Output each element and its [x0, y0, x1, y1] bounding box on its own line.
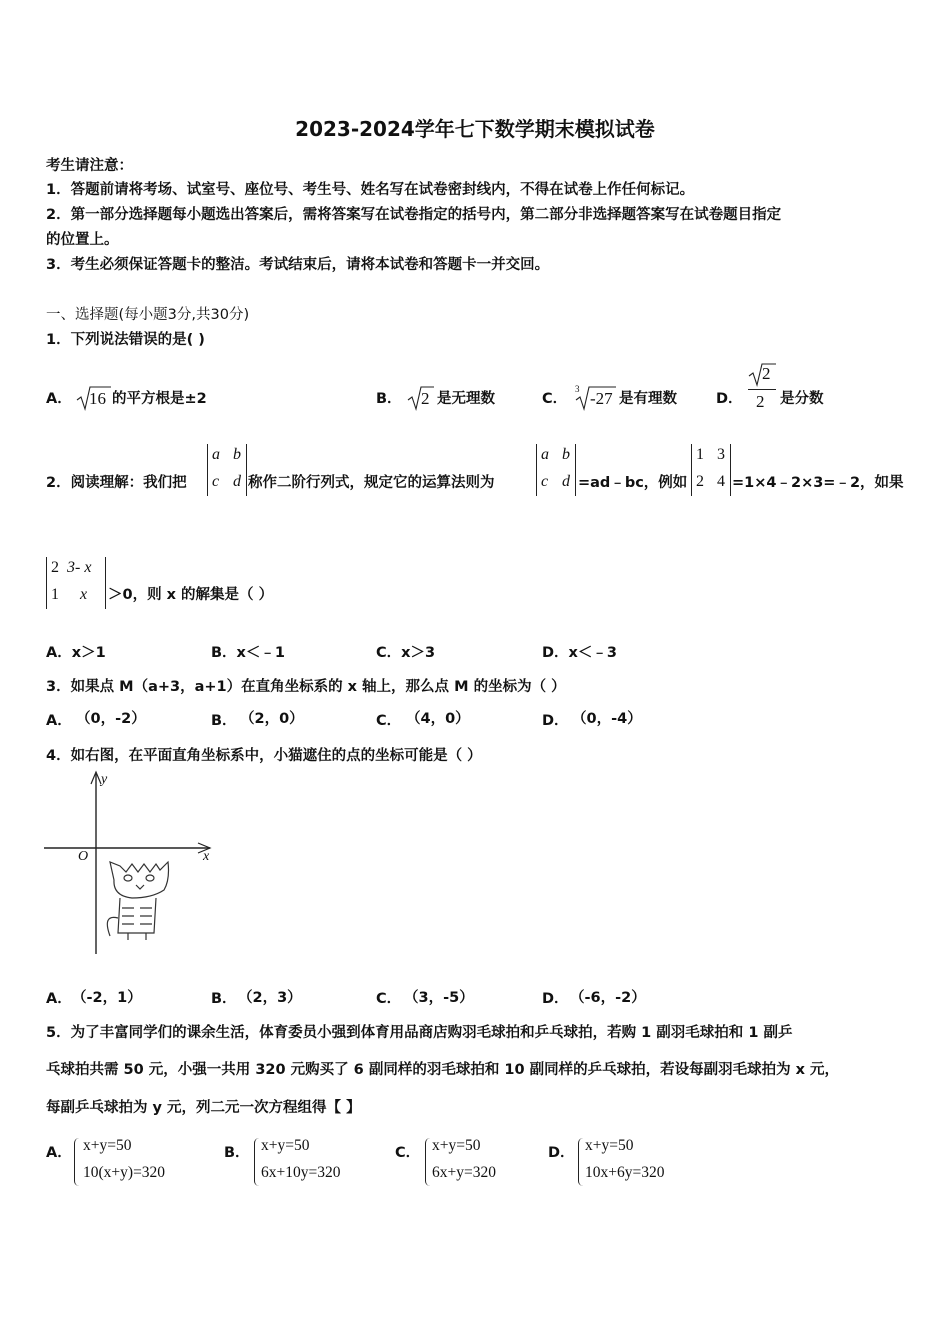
det1-c: c	[212, 473, 220, 490]
q3-option-c-label: C．	[376, 713, 402, 729]
section-heading: 一、选择题(每小题3分,共30分)	[46, 307, 250, 323]
q5-line-2: 乓球拍共需 50 元，小强一共用 320 元购买了 6 副同样的羽毛球拍和 10 副同样的乒乓球拍，若设每副羽毛球拍为 x 元，	[46, 1062, 840, 1078]
q5-line-1: 5．为了丰富同学们的课余生活，体育委员小强到体育用品商店购羽毛球拍和乒乓球拍，若购 1 副羽毛球拍和 1 副乒	[46, 1025, 793, 1041]
det4-b: 3- x	[67, 559, 92, 576]
q3-option-a-value: （0，-2）	[76, 711, 146, 727]
q2-option-a: A．x＞1	[46, 645, 106, 661]
q1-a-text: 的平方根是±2	[112, 391, 207, 407]
det2-c: c	[541, 473, 549, 490]
notice-item-3: 3．考生必须保证答题卡的整洁。考试结束后，请将本试卷和答题卡一并交回。	[46, 257, 550, 273]
axis-y-label: y	[101, 772, 108, 787]
notice-item-1: 1．答题前请将考场、试室号、座位号、考生号、姓名写在试卷密封线内，不得在试卷上作任何标记。	[46, 182, 695, 198]
q3-option-d-value: （0，-4）	[572, 711, 642, 727]
q2-determinant-2	[536, 444, 576, 496]
q2-option-b: B．x＜﹣1	[211, 645, 285, 661]
q4-option-b-value: （2，3）	[238, 990, 302, 1006]
q2-determinant-1	[207, 444, 247, 496]
q5-a-eq1: x+y=50	[83, 1137, 132, 1154]
q4-option-c-value: （3，-5）	[404, 990, 474, 1006]
q2-option-d: D．x＜﹣3	[542, 645, 617, 661]
q4-stem: 4．如右图，在平面直角坐标系中，小猫遮住的点的坐标可能是（ ）	[46, 748, 482, 764]
q1-c-root-index: 3	[575, 384, 580, 394]
q2-determinant-condition	[46, 557, 106, 609]
notice-heading: 考生请注意：	[46, 158, 133, 174]
q3-option-c-value: （4，0）	[406, 711, 470, 727]
q1-c-text: 是有理数	[619, 391, 677, 407]
q1-option-c-label: C．	[542, 391, 568, 407]
axis-x-label: x	[203, 849, 210, 864]
q4-option-a-label: A．	[46, 991, 72, 1007]
origin-label: O	[78, 849, 89, 864]
q1-d-fraction-bar	[748, 389, 776, 390]
q5-b-eq1: x+y=50	[261, 1137, 310, 1154]
q1-option-b-label: B．	[376, 391, 402, 407]
q5-b-eq2: 6x+10y=320	[261, 1164, 341, 1181]
q5-a-eq2: 10(x+y)=320	[83, 1164, 166, 1181]
det2-d: d	[562, 473, 570, 490]
q2-text-3: =ad﹣bc，例如	[578, 475, 688, 491]
q2-text-1: 2．阅读理解：我们把	[46, 475, 187, 491]
q5-c-eq2: 6x+y=320	[432, 1164, 496, 1181]
det3-a: 1	[696, 446, 704, 463]
coordinate-plane-figure	[40, 768, 225, 958]
q2-text-4: =1×4﹣2×3=﹣2，如果	[732, 475, 904, 491]
q5-line-3: 每副乒乓球拍为 y 元，列二元一次方程组得【 】	[46, 1100, 361, 1116]
q3-option-b-value: （2，0）	[240, 711, 304, 727]
q1-d-numerator: 2	[762, 364, 771, 383]
q1-c-radicand: -27	[590, 389, 613, 408]
q1-d-denominator: 2	[756, 392, 765, 411]
q4-option-c-label: C．	[376, 991, 402, 1007]
q4-option-b-label: B．	[211, 991, 237, 1007]
q2-determinant-example	[691, 444, 731, 496]
q5-d-eq1: x+y=50	[585, 1137, 634, 1154]
q2-option-c: C．x＞3	[376, 645, 436, 661]
q4-option-a-value: （-2，1）	[72, 990, 142, 1006]
q3-option-d-label: D．	[542, 713, 569, 729]
det4-c: 1	[51, 586, 59, 603]
det1-d: d	[233, 473, 241, 490]
q1-b-text: 是无理数	[437, 391, 495, 407]
q5-option-d-label: D．	[548, 1145, 575, 1161]
det3-b: 3	[717, 446, 725, 463]
notice-item-2: 2．第一部分选择题每小题选出答案后，需将答案写在试卷指定的括号内，第二部分非选择题答案写在试卷题目指定	[46, 207, 782, 223]
q1-stem: 1．下列说法错误的是( )	[46, 332, 205, 348]
q5-option-a-label: A．	[46, 1145, 72, 1161]
q1-option-d-label: D．	[716, 391, 743, 407]
q5-option-c-label: C．	[395, 1145, 421, 1161]
det1-b: b	[233, 446, 241, 463]
q5-option-c-system	[425, 1137, 496, 1186]
q1-a-radicand: 16	[89, 389, 106, 408]
q1-d-text: 是分数	[780, 391, 824, 407]
det4-a: 2	[51, 559, 59, 576]
q5-d-eq2: 10x+6y=320	[585, 1164, 665, 1181]
det2-b: b	[562, 446, 570, 463]
q3-stem: 3．如果点 M（a+3，a+1）在直角坐标系的 x 轴上，那么点 M 的坐标为（ ）	[46, 679, 566, 695]
q5-option-b-system	[254, 1137, 341, 1186]
det1-a: a	[212, 446, 220, 463]
notice-item-2-cont: 的位置上。	[46, 232, 119, 248]
q5-c-eq1: x+y=50	[432, 1137, 481, 1154]
det3-c: 2	[696, 473, 704, 490]
q3-option-a-label: A．	[46, 713, 72, 729]
q1-b-radicand: 2	[421, 389, 430, 408]
q2-text-2: 称作二阶行列式，规定它的运算法则为	[248, 475, 495, 491]
cat-drawing	[107, 862, 168, 940]
q5-option-b-label: B．	[224, 1145, 250, 1161]
q2-text-5: ＞0，则 x 的解集是（ ）	[108, 587, 274, 603]
page-title: 2023-2024学年七下数学期末模拟试卷	[295, 117, 655, 141]
det3-d: 4	[717, 473, 725, 490]
q4-option-d-label: D．	[542, 991, 569, 1007]
det4-d: x	[80, 586, 88, 603]
det2-a: a	[541, 446, 549, 463]
q3-option-b-label: B．	[211, 713, 237, 729]
q4-option-d-value: （-6，-2）	[570, 990, 646, 1006]
q5-option-d-system	[578, 1137, 665, 1186]
q1-option-a-label: A．	[46, 391, 72, 407]
q5-option-a-system	[74, 1137, 166, 1186]
